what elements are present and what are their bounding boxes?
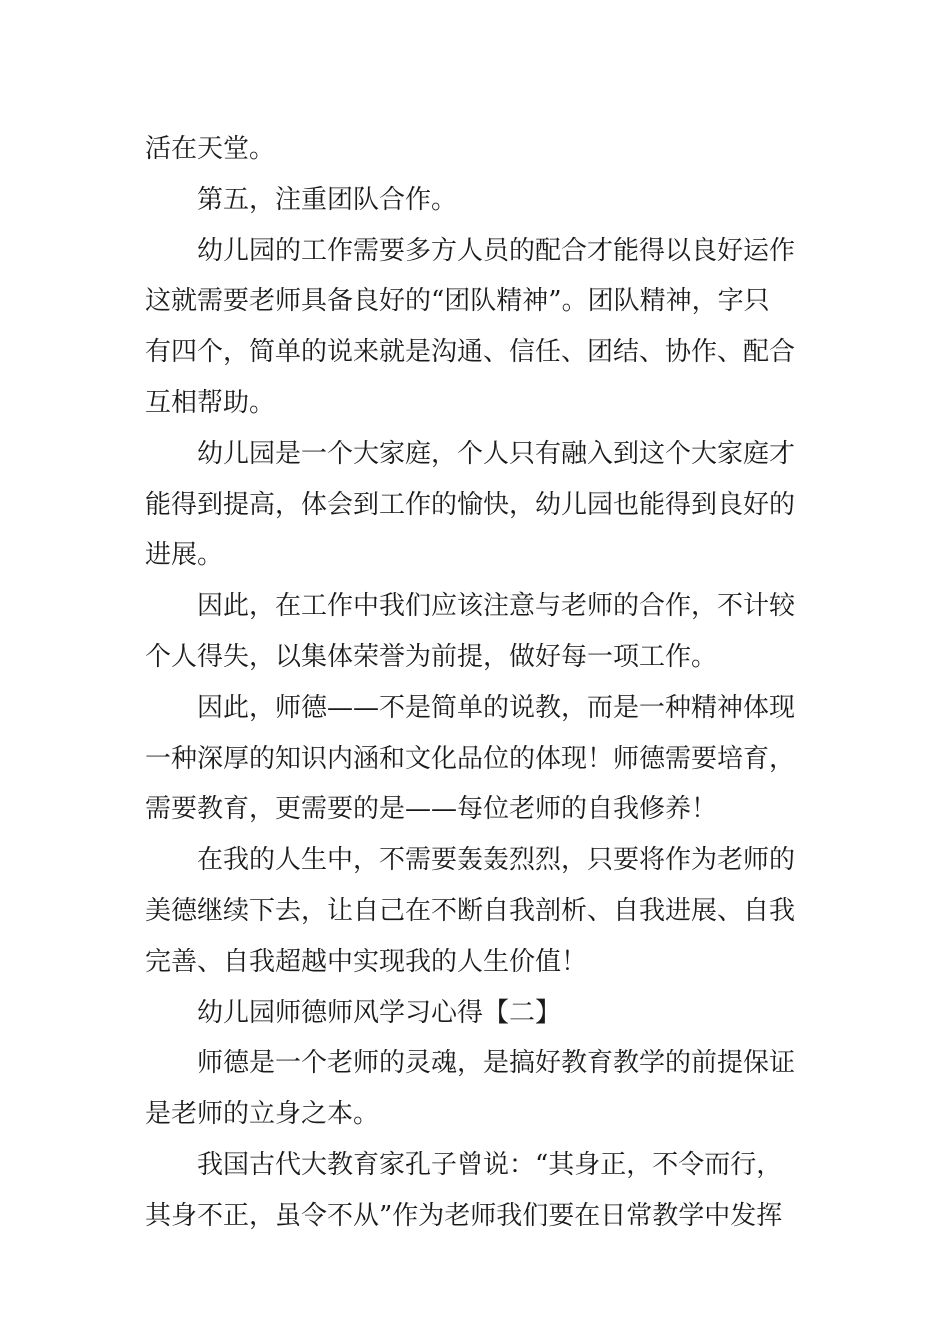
text-line: 因此，师德——不是简单的说教，而是一种精神体现 [197,692,796,723]
text-line: 互相帮助。 [145,387,276,418]
text-line: 师德是一个老师的灵魂，是搞好教育教学的前提保证 [197,1048,796,1079]
text-line: 完善、自我超越中实现我的人生价值！ [145,946,588,977]
text-line: 第五，注重团队合作。 [197,184,458,215]
text-line: 在我的人生中，不需要轰轰烈烈，只要将作为老师的 [197,845,796,876]
text-line: 一种深厚的知识内涵和文化品位的体现！师德需要培育， [145,743,796,774]
text-line: 这就需要老师具备良好的“团队精神”。团队精神，字只 [145,286,770,317]
text-line: 美德继续下去，让自己在不断自我剖析、自我进展、自我 [145,895,796,926]
text-line: 个人得失，以集体荣誉为前提，做好每一项工作。 [145,641,718,672]
section-heading: 幼儿园师德师风学习心得【二】 [197,997,562,1028]
text-line: 进展。 [145,540,224,571]
text-line: 是老师的立身之本。 [145,1099,380,1130]
text-line: 需要教育，更需要的是——每位老师的自我修养！ [145,794,718,825]
text-line: 我国古代大教育家孔子曾说：“其身正，不令而行， [197,1149,783,1180]
text-line: 因此，在工作中我们应该注意与老师的合作，不计较 [197,591,796,622]
text-line: 活在天堂。 [145,134,276,164]
text-line: 幼儿园是一个大家庭，个人只有融入到这个大家庭才 [197,438,796,469]
text-line: 幼儿园的工作需要多方人员的配合才能得以良好运作 [197,235,796,266]
text-line: 有四个，简单的说来就是沟通、信任、团结、协作、配合 [145,337,796,368]
body-text [145,124,810,1242]
text-line: 其身不正，虽令不从”作为老师我们要在日常教学中发挥 [145,1200,783,1231]
text-line: 能得到提高，体会到工作的愉快，幼儿园也能得到良好的 [145,489,796,520]
